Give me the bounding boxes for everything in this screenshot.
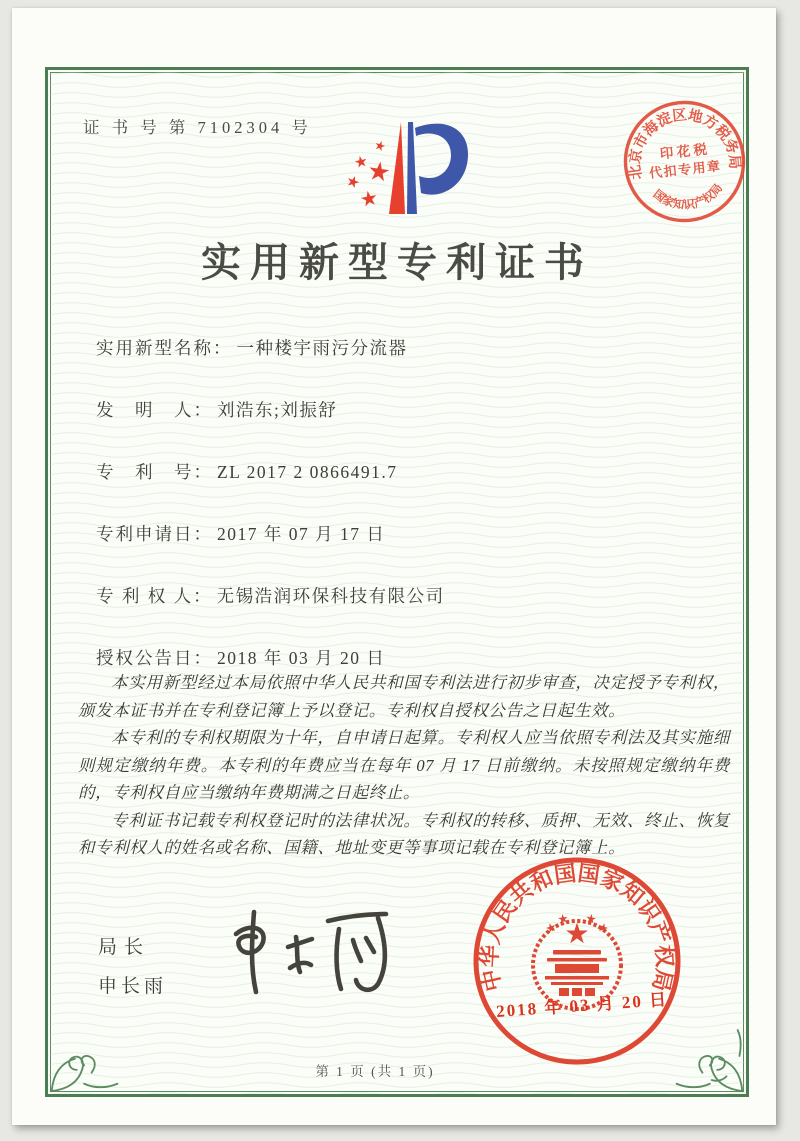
field-row-filing-date bbox=[96, 523, 716, 547]
field-label: 专 利 号： bbox=[96, 462, 213, 482]
handwritten-signature-icon bbox=[216, 904, 431, 1006]
stamp-center-line2: 代扣专用章 bbox=[648, 158, 723, 181]
seal-ring-text: 中华人民共和国国家知识产权局 bbox=[476, 860, 678, 994]
field-label: 发 明 人： bbox=[96, 400, 213, 420]
body-paragraph: 本专利的专利权期限为十年，自申请日起算。专利权人应当依照专利法及其实施细则规定缴纳年费。本专利的年费应当在每年 07 月 17 日前缴纳。未按照规定缴纳年费的，专利权自应当缴纳年费期满之日起终止。 bbox=[78, 728, 730, 802]
stamp-center-line1: 印 花 税 bbox=[659, 141, 708, 162]
seal-date: 2018 年 03 月 20 日 bbox=[495, 990, 669, 1021]
signer-name: 申长雨 bbox=[98, 976, 168, 997]
tax-stamp-icon bbox=[611, 88, 757, 234]
field-row-utility-name bbox=[96, 337, 716, 361]
legal-text bbox=[78, 669, 730, 862]
stamp-arc-bottom-text: 国家知识产权局 bbox=[650, 182, 726, 212]
certificate-fields bbox=[96, 337, 716, 709]
body-paragraph: 本实用新型经过本局依照中华人民共和国专利法进行初步审查，决定授予专利权，颁发本证书并在专利登记簿上予以登记。专利权自授权公告之日起生效。 bbox=[78, 673, 730, 720]
certificate-title: 实用新型专利证书 bbox=[201, 240, 593, 285]
field-row-inventor bbox=[96, 399, 716, 423]
field-value: ZL 2017 2 0866491.7 bbox=[217, 462, 398, 482]
field-value: 一种楼宇雨污分流器 bbox=[236, 338, 408, 358]
cnipa-logo-icon bbox=[331, 110, 479, 234]
cnipa-seal-icon bbox=[466, 850, 688, 1072]
scanned-certificate-page bbox=[12, 8, 776, 1125]
certificate-frame bbox=[45, 67, 749, 1097]
field-row-patentee bbox=[96, 585, 716, 609]
field-label: 专利申请日： bbox=[96, 524, 213, 544]
field-value: 无锡浩润环保科技有限公司 bbox=[216, 586, 445, 606]
corner-flourish-icon bbox=[49, 1019, 123, 1093]
field-value: 2017 年 07 月 17 日 bbox=[217, 524, 386, 544]
corner-flourish-icon bbox=[671, 1019, 745, 1093]
field-label: 授权公告日： bbox=[96, 648, 213, 668]
field-label: 专 利 权 人： bbox=[96, 586, 213, 606]
field-value: 刘浩东;刘振舒 bbox=[217, 400, 338, 420]
stamp-arc-top-text: 北京市海淀区地方税务局 bbox=[627, 107, 743, 181]
field-row-grant-date bbox=[96, 647, 716, 671]
field-value: 2018 年 03 月 20 日 bbox=[217, 648, 386, 668]
field-label: 实用新型名称： bbox=[96, 338, 233, 358]
field-row-patent-number bbox=[96, 461, 716, 485]
signer-title: 局长 bbox=[98, 937, 151, 958]
page-footer: 第 1 页 (共 1 页) bbox=[315, 1064, 435, 1079]
certificate-number: 证 书 号 第 7102304 号 bbox=[83, 118, 312, 137]
body-paragraph: 专利证书记载专利权登记时的法律状况。专利权的转移、质押、无效、终止、恢复和专利权人的姓名或名称、国籍、地址变更等事项记载在专利登记簿上。 bbox=[78, 810, 730, 857]
